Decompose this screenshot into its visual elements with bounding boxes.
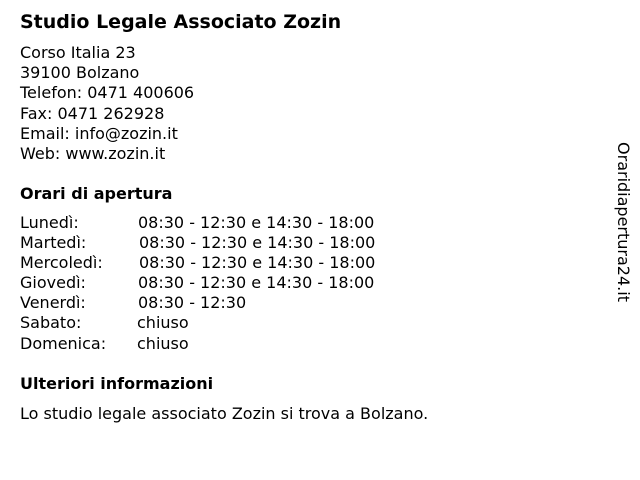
day-hours: 08:30 - 12:30 e 14:30 - 18:00	[139, 233, 376, 253]
fax-number: Fax: 0471 262928	[20, 103, 165, 123]
address-city: 39100 Bolzano	[20, 63, 140, 83]
day-hours: 08:30 - 12:30 e 14:30 - 18:00	[138, 213, 375, 232]
email-address: Email: info@zozin.it	[20, 123, 178, 143]
phone-number: Telefon: 0471 400606	[20, 83, 195, 103]
more-info-text: Lo studio legale associato Zozin si trova a Bolzano.	[20, 404, 429, 423]
website: Web: www.zozin.it	[20, 144, 166, 164]
site-watermark: Oraridiapertura24.it	[614, 142, 633, 302]
day-label: Sabato:	[20, 313, 82, 333]
day-label: Giovedì:	[20, 273, 86, 293]
day-hours: 08:30 - 12:30 e 14:30 - 18:00	[138, 273, 375, 293]
day-label: Domenica:	[20, 333, 107, 353]
contact-block	[20, 43, 194, 164]
day-hours: 08:30 - 12:30	[138, 293, 247, 313]
opening-hours-heading: Orari di apertura	[20, 184, 173, 203]
address-street: Corso Italia 23	[20, 43, 136, 62]
day-label: Martedì:	[20, 233, 87, 253]
business-name: Studio Legale Associato Zozin	[20, 11, 342, 33]
day-hours: chiuso	[137, 313, 189, 333]
day-label: Mercoledì:	[20, 253, 103, 273]
day-hours: chiuso	[137, 333, 189, 353]
day-label: Venerdì:	[20, 293, 86, 313]
more-info-heading: Ulteriori informazioni	[20, 374, 214, 393]
day-hours: 08:30 - 12:30 e 14:30 - 18:00	[139, 253, 376, 273]
day-label: Lunedì:	[20, 213, 79, 232]
